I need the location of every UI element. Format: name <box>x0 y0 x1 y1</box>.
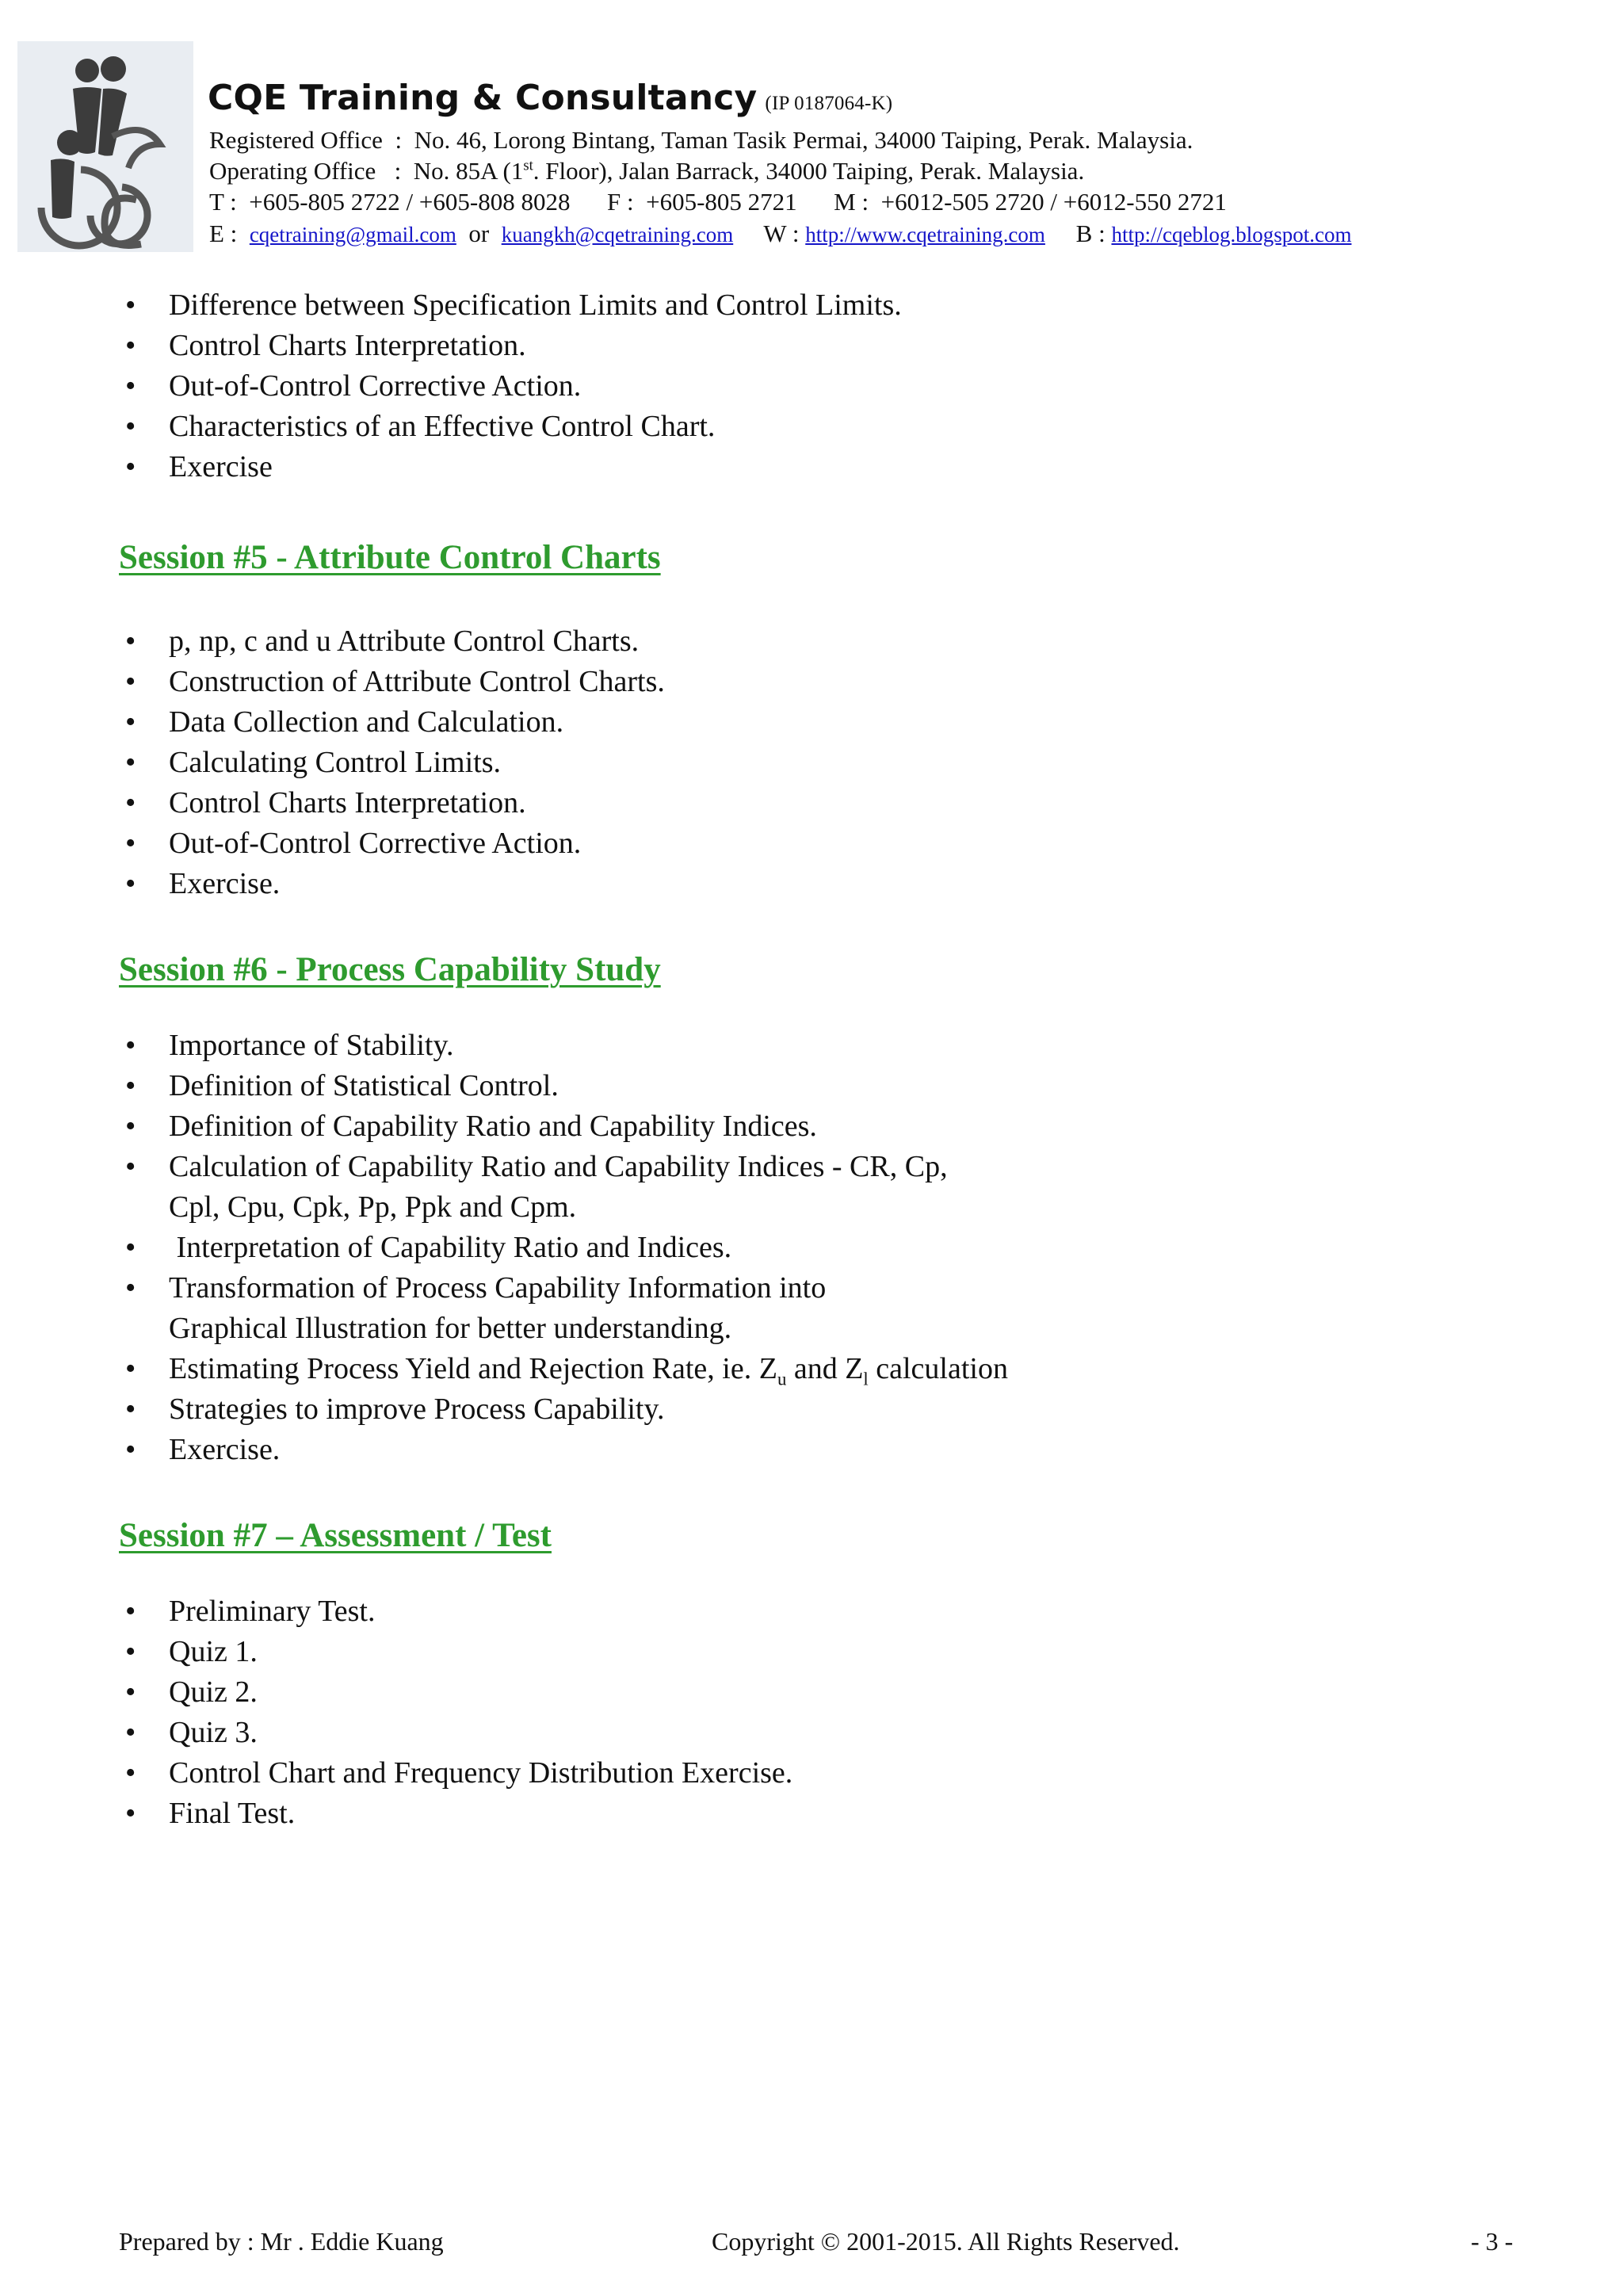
list-item: • Estimating Process Yield and Rejection Rate, ie. $Z_u$ and $Z_l$ calculation <box>119 1349 1506 1389</box>
list-item: • Out-of-Control Corrective Action. <box>119 366 1506 407</box>
footer-copyright: Copyright © 2001-2015. All Rights Reserved. <box>712 2227 1180 2256</box>
list-item: • Preliminary Test. <box>119 1591 1506 1632</box>
list-item: • Exercise. <box>119 864 1506 904</box>
list-item: • Final Test. <box>119 1794 1506 1834</box>
list-item: • p, np, c and u Attribute Control Charts. <box>119 621 1506 662</box>
session-7-list <box>119 1591 1506 1834</box>
list-item: • Control Charts Interpretation. <box>119 783 1506 823</box>
list-item: • Quiz 1. <box>119 1632 1506 1672</box>
list-item: • Data Collection and Calculation. <box>119 702 1506 743</box>
company-name: CQE Training & Consultancy (IP 0187064-K) <box>208 78 893 118</box>
list-item: • Exercise. <box>119 1430 1506 1470</box>
email-link-1[interactable]: cqetraining@gmail.com <box>249 223 456 246</box>
list-item: • Importance of Stability. <box>119 1026 1506 1066</box>
list-item: • Strategies to improve Process Capability. <box>119 1389 1506 1430</box>
list-item: • Difference between Specification Limits and Control Limits. <box>119 285 1506 326</box>
list-item: • Characteristics of an Effective Control Chart. <box>119 407 1506 447</box>
list-item: • Control Chart and Frequency Distribution Exercise. <box>119 1753 1506 1794</box>
list-item: • Definition of Statistical Control. <box>119 1066 1506 1106</box>
footer-prepared-by: Prepared by : Mr . Eddie Kuang <box>119 2227 444 2256</box>
list-item: • Exercise <box>119 447 1506 487</box>
list-item: • Out-of-Control Corrective Action. <box>119 823 1506 864</box>
list-item: • Control Charts Interpretation. <box>119 326 1506 366</box>
session-6-heading: Session #6 - Process Capability Study <box>119 951 661 988</box>
list-item: • Interpretation of Capability Ratio and Indices. <box>119 1228 1506 1268</box>
session-7-heading: Session #7 – Assessment / Test <box>119 1517 552 1554</box>
footer-page-number: - 3 - <box>1471 2227 1514 2256</box>
session-5-list <box>119 621 1506 904</box>
website-link[interactable]: http://www.cqetraining.com <box>805 223 1045 246</box>
blog-link[interactable]: http://cqeblog.blogspot.com <box>1111 223 1352 246</box>
registration-number: (IP 0187064-K) <box>765 93 893 114</box>
intro-list <box>119 285 1506 487</box>
list-item: • Quiz 2. <box>119 1672 1506 1713</box>
list-item: • Calculation of Capability Ratio and Capability Indices - CR, Cp, Cpl, Cpu, Cpk, Pp, Ppk and Cpm. <box>119 1147 1506 1228</box>
list-item: • Construction of Attribute Control Charts. <box>119 662 1506 702</box>
list-item: • Calculating Control Limits. <box>119 743 1506 783</box>
session-6-list <box>119 1026 1506 1470</box>
session-5-heading: Session #5 - Attribute Control Charts <box>119 539 661 576</box>
company-logo <box>17 41 193 252</box>
contact-line: E : cqetraining@gmail.com or kuangkh@cqetraining.com W : http://www.cqetraining.com B : http://cqeblog.blogspot.com <box>209 220 1352 247</box>
list-item: • Definition of Capability Ratio and Capability Indices. <box>119 1106 1506 1147</box>
email-link-2[interactable]: kuangkh@cqetraining.com <box>501 223 734 246</box>
operating-office-line: Operating Office : No. 85A (1st. Floor), Jalan Barrack, 34000 Taiping, Perak. Malaysia. <box>209 157 1085 185</box>
list-item: • Quiz 3. <box>119 1713 1506 1753</box>
document-body <box>119 285 1506 1834</box>
registered-office-line: Registered Office : No. 46, Lorong Bintang, Taman Tasik Permai, 34000 Taiping, Perak. Malaysia. <box>209 126 1193 154</box>
list-item: • Transformation of Process Capability Information into Graphical Illustration for better understanding. <box>119 1268 1506 1349</box>
phone-line: T : +605-805 2722 / +605-808 8028 F : +605-805 2721 M : +6012-505 2720 / +6012-550 2721 <box>209 188 1227 216</box>
